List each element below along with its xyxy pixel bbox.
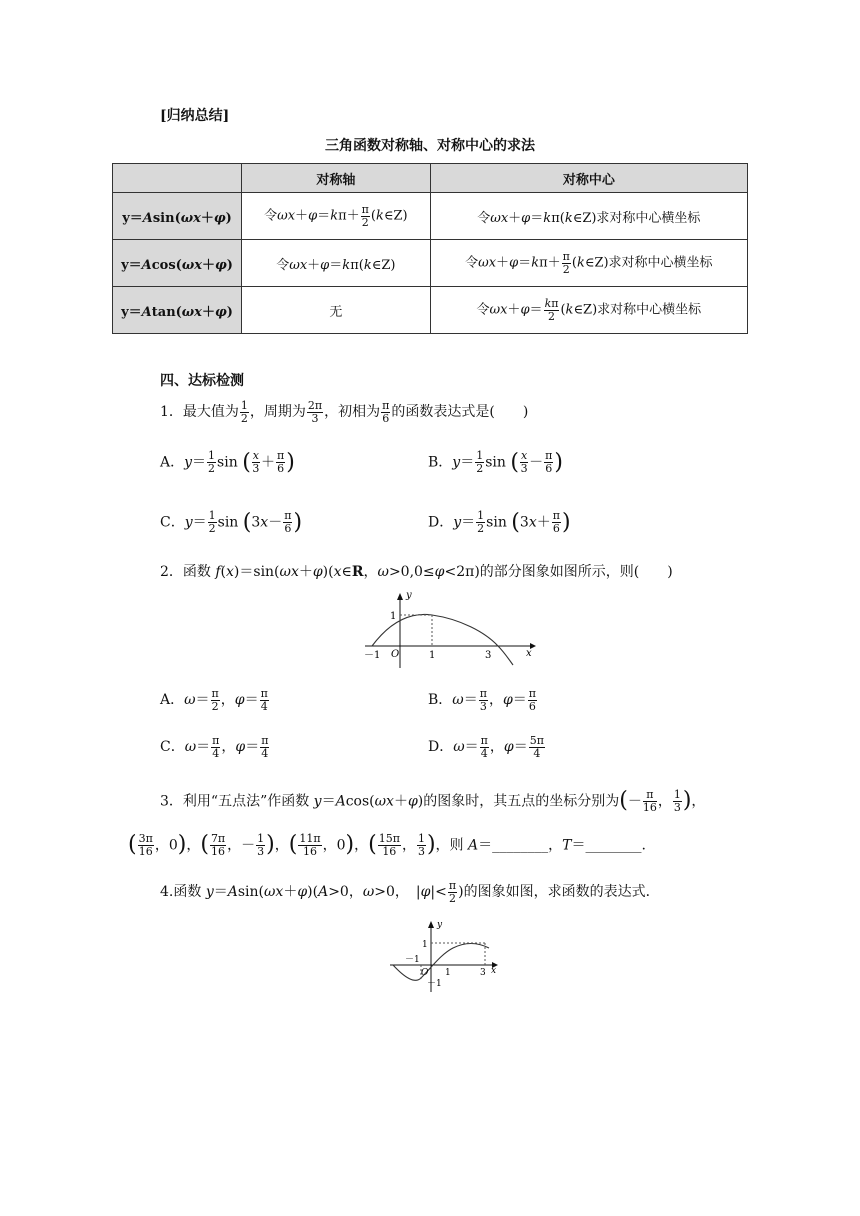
row-center: 令ωx＋φ＝kπ(k∈Z)求对称中心横坐标 — [430, 193, 747, 240]
q2-option-d[interactable]: D．ω＝ $\frac{\pi}{4}$ ，φ＝ $\frac{5\pi}{4}$ — [428, 734, 544, 760]
label-one: 1 — [422, 940, 428, 950]
table-title: 三角函数对称轴、对称中心的求法 — [325, 138, 535, 154]
label-x3: 3 — [485, 650, 492, 661]
q3-text-line2: ( $\frac{3\pi}{16}$ ，0)，( $\frac{7\pi}{16}$ ，－ $\frac{1}{3}$ )，( $\frac{11\pi}{16}$ ，0)，( $\frac{15\pi}{16}$ ， $\frac{1}{3}$ )，则 A＝________，T＝________. — [128, 832, 646, 858]
row-func: y＝Asin(ωx＋φ) — [113, 193, 242, 240]
table-row — [113, 287, 748, 334]
y-axis-arrow-icon — [428, 921, 434, 928]
q1-option-b[interactable]: B．y＝ $\frac{1}{2}$ sin ( $\frac{x}{3}$ － $\frac{\pi}{6}$ ) — [428, 449, 563, 475]
label-x3: 3 — [480, 968, 486, 978]
label-x1: 1 — [429, 650, 436, 661]
q1-option-d[interactable]: D．y＝ $\frac{1}{2}$ sin (3x＋ $\frac{\pi}{6}$ ) — [428, 509, 571, 535]
q4-graph — [385, 918, 505, 994]
row-axis: 令ωx＋φ＝kπ＋ $\frac{\pi}{2}$ (k∈Z) — [242, 193, 431, 240]
header-axis: 对称轴 — [242, 164, 431, 193]
header-center: 对称中心 — [430, 164, 747, 193]
summary-heading: [归纳总结] — [160, 108, 230, 124]
q4-text: 4.函数 y＝Asin(ωx＋φ)(A>0，ω>0， |φ|< $\frac{\pi}{2}$ )的图象如图，求函数的表达式． — [160, 879, 660, 905]
label-origin: O — [391, 649, 400, 660]
label-one: 1 — [390, 611, 397, 622]
row-axis: 无 — [242, 287, 431, 334]
label-neg-one-x: －1 — [405, 955, 420, 965]
label-x1: 1 — [445, 968, 451, 978]
label-neg-one: －1 — [364, 650, 381, 661]
q1-option-a[interactable]: A．y＝ $\frac{1}{2}$ sin ( $\frac{x}{3}$ ＋ $\frac{\pi}{6}$ ) — [160, 449, 295, 475]
table-row — [113, 193, 748, 240]
q1-option-c[interactable]: C．y＝ $\frac{1}{2}$ sin (3x－ $\frac{\pi}{6}$ ) — [160, 509, 303, 535]
q2-graph — [360, 590, 540, 670]
q2-text: 2．函数 f(x)＝sin(ωx＋φ)(x∈R，ω>0,0≤φ<2π)的部分图象如图所示，则( ) — [160, 564, 673, 580]
q2-option-b[interactable]: B．ω＝ $\frac{\pi}{3}$ ，φ＝ $\frac{\pi}{6}$ — [428, 687, 536, 713]
test-heading: 四、达标检测 — [160, 373, 244, 389]
row-func: y＝Atan(ωx＋φ) — [113, 287, 242, 334]
header-empty-cell — [113, 164, 242, 193]
label-neg-one-y: －1 — [427, 979, 442, 989]
symmetry-table — [112, 163, 748, 334]
table-row — [113, 240, 748, 287]
row-axis: 令ωx＋φ＝kπ(k∈Z) — [242, 240, 431, 287]
label-origin: O — [421, 968, 429, 978]
q2-option-a[interactable]: A．ω＝ $\frac{\pi}{2}$ ，φ＝ $\frac{\pi}{4}$ — [160, 687, 268, 713]
row-func: y＝Acos(ωx＋φ) — [113, 240, 242, 287]
y-axis-arrow-icon — [397, 593, 403, 600]
x-label: x — [491, 966, 497, 976]
q2-option-c[interactable]: C．ω＝ $\frac{\pi}{4}$ ，φ＝ $\frac{\pi}{4}$ — [160, 734, 269, 760]
y-label: y — [406, 590, 412, 601]
q1-text: 1．最大值为 $\frac{1}{2}$ ，周期为 $\frac{2\pi}{3}$ ，初相为 $\frac{\pi}{6}$ 的函数表达式是( ) — [160, 399, 529, 425]
y-label: y — [437, 920, 443, 930]
table-header-row — [113, 164, 748, 193]
x-label: x — [526, 648, 532, 659]
q3-text-line1: 3．利用“五点法”作函数 y＝Acos(ωx＋φ)的图象时，其五点的坐标分别为(－ $\frac{\pi}{16}$ ， $\frac{1}{3}$ )， — [160, 788, 706, 814]
row-center: 令ωx＋φ＝ $\frac{k\pi}{2}$ (k∈Z)求对称中心横坐标 — [430, 287, 747, 334]
row-center: 令ωx＋φ＝kπ＋ $\frac{\pi}{2}$ (k∈Z)求对称中心横坐标 — [430, 240, 747, 287]
